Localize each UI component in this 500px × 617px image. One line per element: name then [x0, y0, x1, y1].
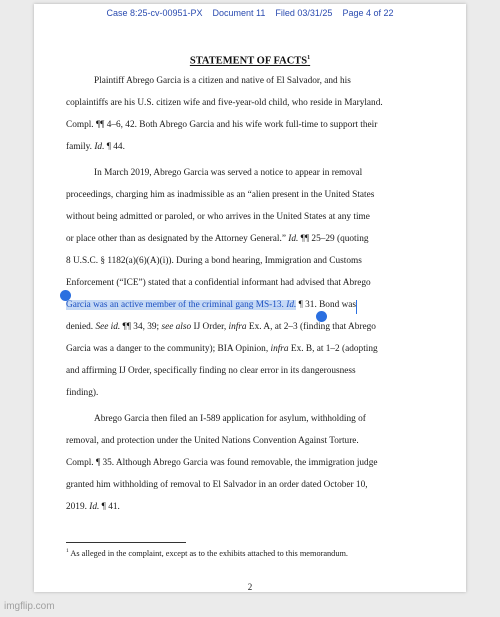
text-line: 8 U.S.C. § 1182(a)(6)(A)(i)). During a bond hearing, Immigration and Customs — [66, 256, 362, 266]
section-title — [34, 55, 466, 67]
text-line: Garcia was a danger to the community); BIA Opinion, infra Ex. B, at 1–2 (adopting — [66, 344, 378, 354]
selected-text[interactable]: Id. — [286, 300, 297, 310]
footnote — [66, 548, 456, 558]
selection-end-handle-icon[interactable] — [316, 311, 327, 322]
text-line: Abrego Garcia then filed an I-589 application for asylum, withholding of — [94, 414, 366, 424]
text-line: proceedings, charging him as inadmissible as an “alien present in the United States — [66, 190, 375, 200]
text-line: and affirming IJ Order, specifically finding no clear error in its dangerousness — [66, 366, 356, 376]
footnote-ref[interactable]: 1 — [307, 55, 311, 61]
footnote-text: As alleged in the complaint, except as to the exhibits attached to this memorandum. — [68, 548, 349, 558]
text-line: granted him withholding of removal to El Salvador in an order dated October 10, — [66, 480, 368, 490]
selected-text[interactable]: Garcia was an active member of the criminal gang MS-13. — [66, 300, 287, 310]
page-number: 2 — [247, 582, 253, 592]
text-line: coplaintiffs are his U.S. citizen wife and five-year-old child, who reside in Maryland. — [66, 98, 383, 108]
text-line: Compl. ¶¶ 4–6, 42. Both Abrego Garcia and his wife work full-time to support their — [66, 120, 378, 130]
text-line: Enforcement (“ICE”) stated that a confidential informant had advised that Abrego — [66, 278, 371, 288]
selection-start-handle-icon[interactable] — [60, 290, 71, 301]
case-header: Case 8:25-cv-00951-PX Document 11 Filed 03/31/25 Page 4 of 22 — [106, 8, 394, 18]
text-line: without being admitted or paroled, or who arrives in the United States at any time — [66, 212, 370, 222]
text-line: In March 2019, Abrego Garcia was served a notice to appear in removal — [94, 168, 363, 178]
text-line: family. Id. ¶ 44. — [66, 142, 125, 152]
selection-end-caret — [356, 300, 357, 314]
footnote-divider — [66, 542, 186, 543]
text-line: or place other than as designated by the Attorney General.” Id. ¶¶ 25–29 (quoting — [66, 234, 369, 244]
text-line: denied. See id. ¶¶ 34, 39; see also IJ Order, infra Ex. A, at 2–3 (finding that Abrego — [66, 322, 376, 332]
section-title-text: STATEMENT OF FACTS — [189, 55, 308, 67]
text-line: Plaintiff Abrego Garcia is a citizen and native of El Salvador, and his — [94, 76, 351, 86]
text-line-selected[interactable]: Garcia was an active member of the criminal gang MS-13. Id. ¶ 31. Bond was — [66, 300, 357, 310]
footnote-mark: 1 — [66, 548, 69, 554]
document-page — [34, 4, 466, 592]
text-line: Compl. ¶ 35. Although Abrego Garcia was found removable, the immigration judge — [66, 458, 378, 468]
text-line: finding). — [66, 388, 99, 398]
watermark: imgflip.com — [4, 601, 55, 612]
text-line: removal, and protection under the United Nations Convention Against Torture. — [66, 436, 359, 446]
text-line: 2019. Id. ¶ 41. — [66, 502, 120, 512]
